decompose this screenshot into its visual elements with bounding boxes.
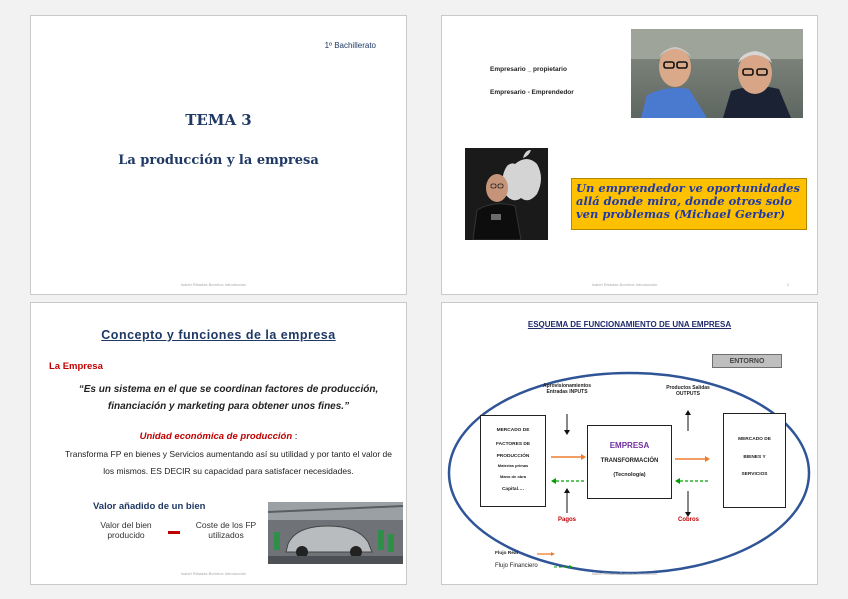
inputs-label: Aprovisionamientos Entradas INPUTS (542, 383, 592, 395)
mfp-line-5: Mano de obra (499, 474, 526, 479)
label-empresario-propietario: Empresario _ propietario (490, 66, 567, 73)
outputs-label: Productos Salidas OUTPUTS (666, 385, 710, 397)
mfp-line-6: Capital…. (501, 487, 525, 492)
tema-subtitle: La producción y la empresa (118, 153, 319, 168)
empresa-label: La Empresa (49, 361, 103, 372)
mbs-line-2: BIENES Y (743, 455, 766, 460)
slide-footer: Isabel Ribadas Borrelos Introducción (181, 282, 247, 287)
mfp-line-4: Materias primas (497, 463, 529, 468)
pagos-label: Pagos (558, 517, 577, 523)
mfp-line-2: FACTORES DE (495, 442, 531, 447)
legend-flujo-real: Flujo Real (495, 551, 518, 556)
unidad-body: Transforma FP en bienes y Servicios aumentando así su utilidad y por tanto el valor de los mismos. ES DECIR su capacidad para satisfacer necesidades. (65, 449, 392, 476)
empresa-box (587, 425, 672, 499)
slide-1-title[interactable] (30, 15, 407, 295)
legend-flujo-financiero: Flujo Financiero (495, 563, 538, 569)
slide-3-concepto[interactable] (30, 302, 407, 585)
unidad-heading (31, 431, 406, 442)
empresa-title: EMPRESA (609, 441, 650, 450)
unidad-suffix: : (294, 431, 298, 442)
quote-text: Un emprendedor ve oportunidades allá donde mira, donde otros solo ven problemas (Michael Gerber) (576, 181, 800, 221)
mfp-line-1: MERCADO DE (496, 428, 530, 433)
empresa-definition: “Es un sistema en el que se coordinan factores de producción, financiación y marketing para obtener unos fines.” (78, 384, 379, 412)
mbs-line-3: SERVICIOS (741, 472, 768, 477)
course-level: 1º Bachillerato (324, 41, 376, 50)
unidad-label: Unidad económica de producción (139, 431, 293, 442)
cobros-label: Cobros (678, 517, 699, 523)
label-empresario-emprendedor: Empresario - Emprendedor (490, 89, 574, 96)
entorno-badge: ENTORNO (712, 354, 782, 368)
slide-heading: ESQUEMA DE FUNCIONAMIENTO DE UNA EMPRESA (527, 320, 732, 329)
page-number: 2 (787, 282, 790, 287)
mbs-line-1: MERCADO DE (738, 437, 771, 442)
valor-heading: Valor añadido de un bien (93, 501, 206, 512)
slide-footer: Isabel Ribadas Borrelos Introducción (592, 282, 658, 287)
empresa-tecnologia: (Tecnología) (613, 472, 646, 478)
mercado-bienes-box (723, 413, 786, 508)
valor-bien: Valor del bien producido (100, 520, 152, 540)
mfp-line-3: PRODUCCIÓN (496, 454, 530, 459)
photo-empresarios (631, 29, 803, 118)
slide-footer: Isabel Ribadas Borrelos Introducción (181, 571, 247, 576)
minus-sign (168, 531, 180, 534)
tema-title: TEMA 3 (185, 111, 252, 129)
slide-4-esquema[interactable] (441, 302, 818, 585)
slide-2-emprendedor[interactable] (441, 15, 818, 295)
mercado-factores-box (480, 415, 546, 507)
empresa-transformacion: TRANSFORMACIÓN (600, 458, 659, 464)
coste-fp: Coste de los FP utilizados (195, 520, 257, 540)
photo-fabrica (268, 502, 403, 564)
slide-heading: Concepto y funciones de la empresa (101, 328, 336, 342)
photo-emprendedor (465, 148, 548, 240)
quote-box (571, 178, 807, 230)
slide-footer: Isabel Ribadas Borrelos Introducción (592, 571, 658, 576)
